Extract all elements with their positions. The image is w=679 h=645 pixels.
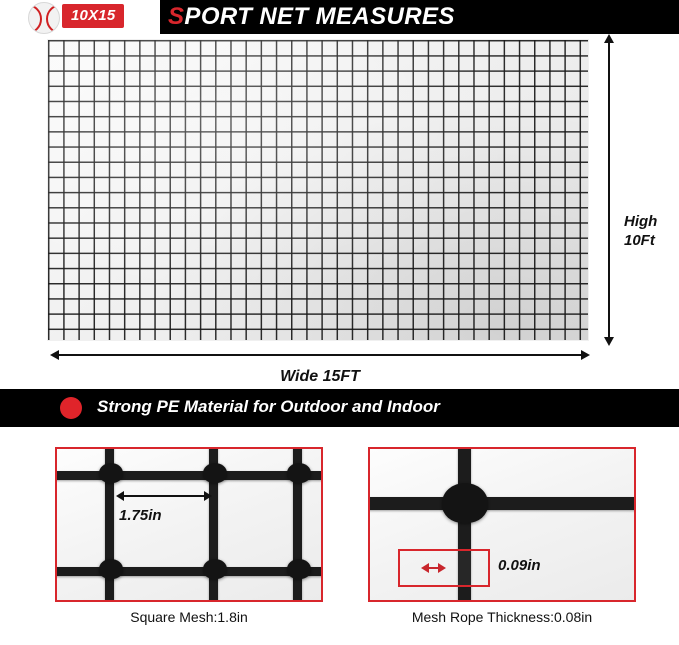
rope-horizontal xyxy=(55,471,323,480)
detail-panels xyxy=(0,427,679,645)
height-dimension-arrow xyxy=(608,42,610,338)
width-label: Wide 15FT xyxy=(280,368,360,385)
mesh-size-arrow xyxy=(123,495,205,497)
title-accent-letter: S xyxy=(168,3,185,30)
rope-thickness-detail xyxy=(368,447,636,602)
red-dot-icon xyxy=(60,397,82,419)
height-label-line2: 10Ft xyxy=(624,232,655,249)
hero-section xyxy=(0,34,679,389)
baseball-icon xyxy=(28,2,60,34)
square-mesh-detail xyxy=(55,447,323,602)
thickness-value: 0.09in xyxy=(498,557,541,574)
height-label xyxy=(624,212,657,250)
size-badge: 10X15 xyxy=(62,4,124,28)
rope-knot xyxy=(99,463,123,483)
rope-knot xyxy=(203,559,227,579)
page-title xyxy=(168,3,455,31)
width-dimension-arrow xyxy=(58,354,582,356)
material-banner xyxy=(0,389,679,427)
rope-thickness-caption: Mesh Rope Thickness:0.08in xyxy=(411,609,593,625)
rope-horizontal xyxy=(55,567,323,576)
thickness-arrow xyxy=(428,567,439,569)
rope-knot xyxy=(287,463,311,483)
rope-horizontal xyxy=(368,497,636,510)
rope-knot xyxy=(203,463,227,483)
sport-net-photo xyxy=(48,40,588,340)
material-banner-text: Strong PE Material for Outdoor and Indoor xyxy=(97,397,440,416)
header xyxy=(0,0,679,34)
rope-knot xyxy=(442,483,488,523)
square-mesh-caption: Square Mesh:1.8in xyxy=(130,609,248,625)
rope-knot xyxy=(99,559,123,579)
rope-knot xyxy=(287,559,311,579)
mesh-size-value: 1.75in xyxy=(119,507,162,524)
height-label-line1: High xyxy=(624,213,658,230)
title-rest: PORT NET MEASURES xyxy=(184,3,455,30)
